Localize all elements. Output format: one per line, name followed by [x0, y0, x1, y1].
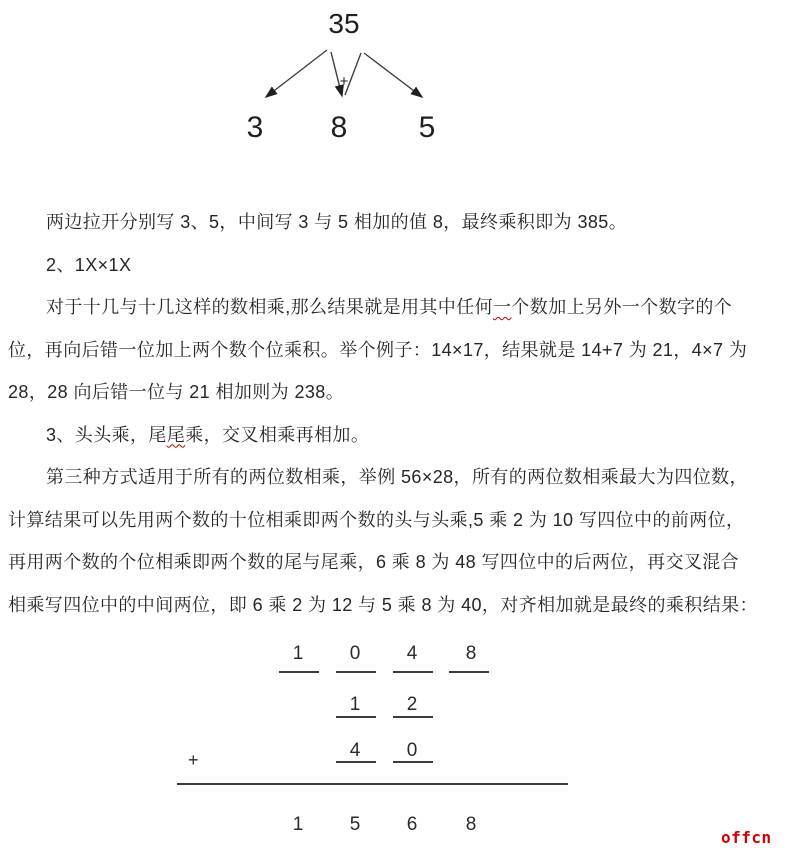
paragraph-line-6 [8, 414, 781, 457]
digit-underline [393, 671, 433, 673]
paragraph-line-4: 位，再向后错一位加上两个数个位乘积。举个例子：14×17，结果就是 14+7 为 21，4×7 为 [8, 339, 748, 360]
multiplication-split-diagram [230, 0, 470, 145]
digit-underline [336, 671, 376, 673]
result-digit: 8 [465, 814, 477, 835]
addend-digit: 0 [349, 643, 361, 664]
text-segment: 乘，交叉相乘再相加。 [185, 424, 370, 445]
left-digit: 3 [246, 111, 264, 144]
addend-digit: 1 [349, 694, 361, 715]
spellcheck-marked-text: 一 [493, 297, 512, 317]
spellcheck-marked-text: 尾 [166, 424, 186, 445]
result-digit: 6 [406, 814, 418, 835]
result-digit: 5 [349, 814, 361, 835]
offcn-watermark: offcn [721, 828, 772, 847]
body-text [8, 201, 781, 626]
text-segment: 3、头头乘，尾 [46, 424, 167, 445]
paragraph-line-8: 计算结果可以先用两个数的十位相乘即两个数的头与头乘,5 乘 2 为 10 写四位中的前两位， [8, 509, 745, 530]
text-segment: 对于十几与十几这样的数相乘,那么结果就是用其中任何 [46, 297, 493, 317]
product-number: 35 [328, 8, 360, 39]
digit-underline [336, 716, 376, 718]
paragraph-line-7: 第三种方式适用于所有的两位数相乘，举例 56×28，所有的两位数相乘最大为四位数， [46, 467, 748, 487]
right-digit: 5 [418, 111, 436, 144]
digit-underline [393, 761, 433, 763]
addend-digit: 2 [406, 694, 418, 715]
digit-underline [393, 716, 433, 718]
addend-digit: 8 [465, 643, 477, 664]
addend-digit: 1 [292, 643, 304, 664]
digit-underline [336, 761, 376, 763]
addend-digit: 0 [406, 740, 418, 761]
digit-underline [279, 671, 319, 673]
paragraph-line-10: 相乘写四位中的中间两位，即 6 乘 2 为 12 与 5 乘 8 为 40，对齐相加就是最终的乘积结果： [8, 594, 758, 615]
addend-digit: 4 [349, 740, 361, 761]
addend-digit: 4 [406, 643, 418, 664]
arrow-line-left [266, 50, 327, 97]
paragraph-line-9: 再用两个数的个位相乘即两个数的尾与尾乘，6 乘 8 为 48 写四位中的后两位，再交叉混合 [8, 552, 740, 572]
digit-underline [449, 671, 489, 673]
paragraph-line-3 [8, 286, 781, 329]
result-digit: 1 [292, 814, 304, 835]
paragraph-line-2: 2、1X×1X [46, 254, 132, 275]
text-segment: 个数加上另外一个数字的个 [511, 297, 733, 317]
paragraph-line-5: 28，28 向后错一位与 21 相加则为 238。 [8, 382, 345, 402]
plus-sign: + [339, 73, 349, 90]
paragraph-line-1: 两边拉开分别写 3、5，中间写 3 与 5 相加的值 8，最终乘积即为 385。 [46, 212, 628, 232]
plus-operator: + [188, 750, 199, 770]
arrow-line-right [364, 53, 422, 97]
sum-line [177, 783, 568, 785]
middle-digit: 8 [330, 111, 348, 144]
